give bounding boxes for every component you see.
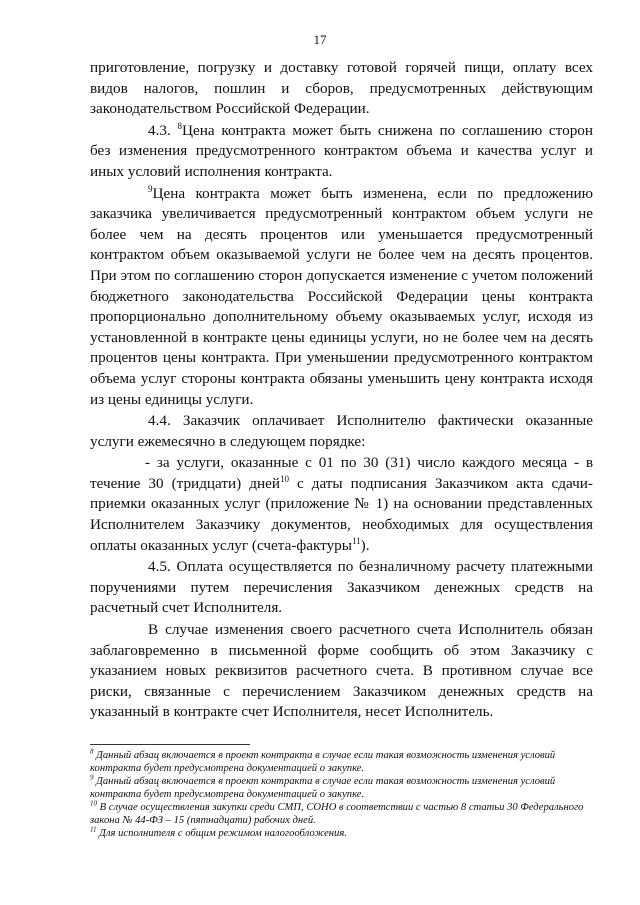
footnote-8	[90, 749, 593, 775]
paragraph-payment-term	[90, 453, 593, 556]
footnote-text: Данный абзац включается в проект контракта в случае если такая возможность изменения условий контракта будет предусмотрена документацией о закупке.	[90, 776, 556, 800]
footnotes	[90, 744, 593, 840]
paragraph-4-4: 4.4. Заказчик оплачивает Исполнителю фактически оказанные услуги ежемесячно в следующем порядке:	[90, 412, 593, 450]
document-body	[90, 58, 593, 723]
footnote-ref-11: 11	[351, 535, 361, 546]
footnote-text: В случае осуществления закупки среди СМП, СОНО в соответствии с частью 8 статьи 30 Федерального закона № 44-ФЗ – 15 (пятнадцати) рабочих дней.	[90, 802, 584, 826]
paragraph-text: Цена контракта может быть снижена по соглашению сторон без изменения предусмотренного контрактом объема и качества услуг и иных условий исполнения контракта.	[90, 121, 594, 180]
paragraph-text: с даты подписания Заказчиком акта сдачи-приемки оказанных услуг (приложение № 1) на основании представленных Исполнителем Заказчику документов, необходимых для осуществления оплаты оказанных услуг (счета-фактуры	[90, 474, 593, 554]
footnote-ref-10: 10	[279, 473, 289, 484]
paragraph-4-5: 4.5. Оплата осуществляется по безналичному расчету платежными поручениями путем перечисления Заказчиком денежных средств на расчетный счет Исполнителя.	[90, 558, 593, 617]
paragraph-4-3	[90, 121, 593, 183]
paragraph-account-change: В случае изменения своего расчетного счета Исполнитель обязан заблаговременно в письменной форме сообщить об этом Заказчику с указанием новых реквизитов расчетного счета. В противном случае все риски, связанные с перечислением Заказчиком денежных средств на указанный в контракте счет Исполнителя, несет Исполнитель.	[90, 621, 593, 721]
footnote-11	[90, 827, 593, 840]
footnote-number: 10	[90, 799, 97, 808]
footnote-divider	[90, 744, 250, 745]
footnote-9	[90, 775, 593, 801]
paragraph-text: ).	[360, 536, 370, 554]
footnote-text: Данный абзац включается в проект контракта в случае если такая возможность изменения условий контракта будет предусмотрена документацией о закупке.	[90, 750, 556, 774]
paragraph-text: - за услуги, оказанные с 01 по 30 (31) число каждого месяца - в течение 30 (тридцати) дней	[90, 454, 593, 492]
footnote-number: 11	[90, 825, 97, 834]
clause-number: 4.3.	[148, 121, 178, 139]
paragraph-continuation: приготовление, погрузку и доставку готовой горячей пищи, оплату всех видов налогов, пошлин и сборов, предусмотренных действующим законодательством Российской Федерации.	[90, 59, 593, 118]
footnote-ref-8: 8	[177, 120, 183, 131]
footnote-number: 9	[90, 773, 94, 782]
paragraph-text: Цена контракта может быть изменена, если по предложению заказчика увеличивается предусмотренный контрактом объем услуги не более чем на десять процентов или уменьшается предусмотренный контрактом объем оказываемой услуги не более чем на десять процентов. При этом по соглашению сторон допускается изменение с учетом положений бюджетного законодательства Российской Федерации цены контракта пропорционально дополнительному объему оказываемых услуг, исходя из установленной в контракте цены единицы услуги, но не более чем на десять процентов цены контракта. При уменьшении предусмотренного контрактом объема услуг стороны контракта обязаны уменьшить цену контракта исходя из цены единицы услуги.	[90, 184, 593, 408]
footnote-text: Для исполнителя с общим режимом налогообложения.	[96, 828, 347, 839]
footnote-10	[90, 801, 593, 827]
paragraph-price-change	[90, 184, 593, 411]
footnote-ref-9: 9	[148, 183, 153, 194]
page-number: 17	[313, 32, 327, 47]
footnote-number: 8	[90, 747, 94, 756]
